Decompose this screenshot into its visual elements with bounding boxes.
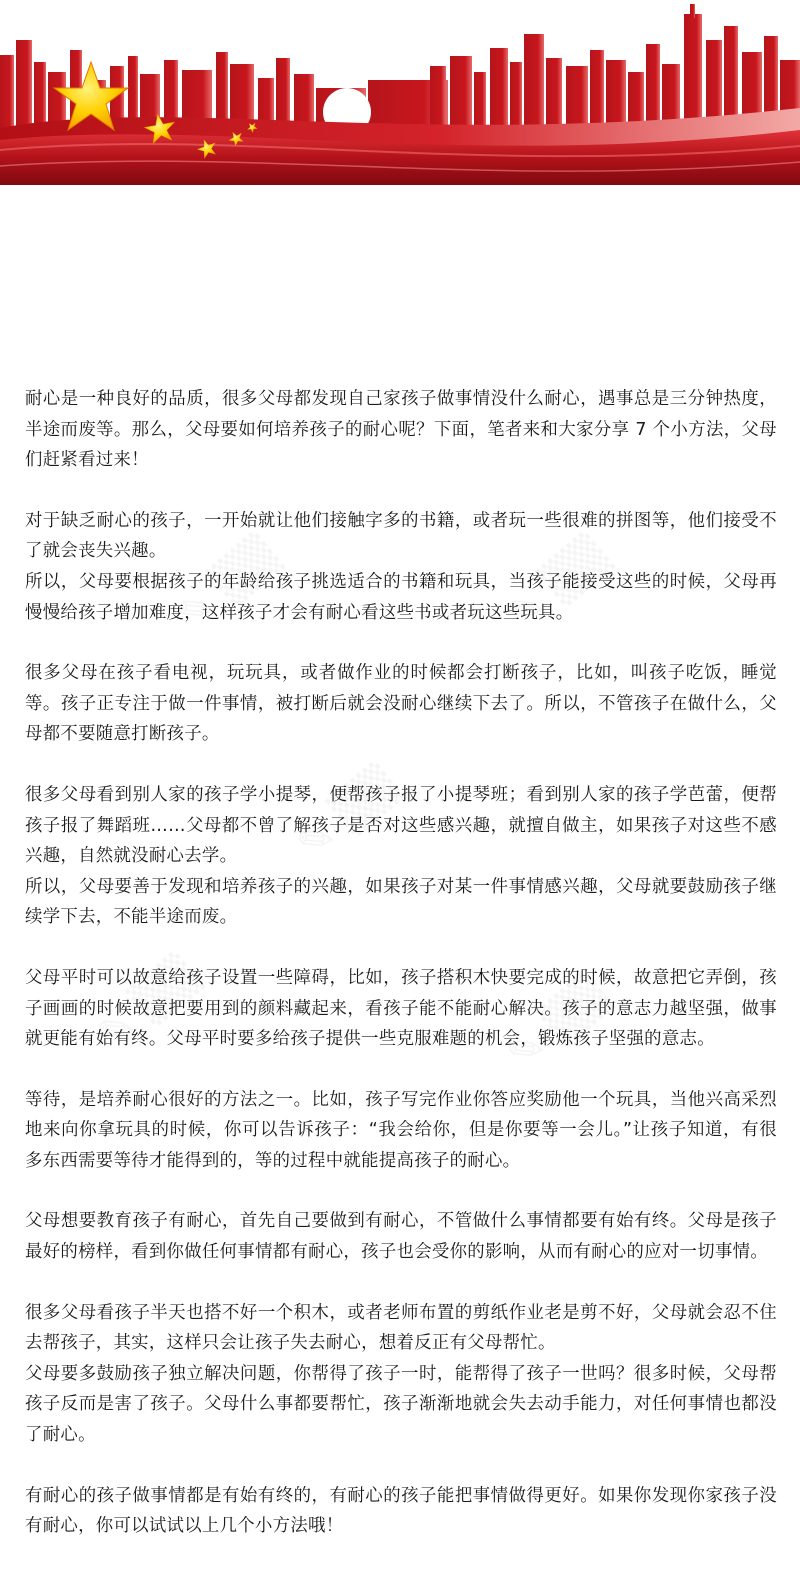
paragraph-method-1: 对于缺乏耐心的孩子，一开始就让他们接触字多的书籍，或者玩一些很难的拼图等，他们接受不了就会丧失兴趣。 所以，父母要根据孩子的年龄给孩子挑选适合的书籍和玩具，当孩子能接受这些的时候，父母再慢慢给孩子增加难度，这样孩子才会有耐心看这些书或者玩这些玩具。 — [25, 510, 777, 623]
paragraph-method-4: 父母平时可以故意给孩子设置一些障碍，比如，孩子搭积木快要完成的时候，故意把它弄倒，孩子画画的时候故意把要用到的颜料藏起来，看孩子能不能耐心解决。孩子的意志力越坚强，做事就更能有始有终。父母平时要多给孩子提供一些克服难题的机会，锻炼孩子坚强的意志。 — [25, 967, 777, 1050]
paragraph-method-3: 很多父母看到别人家的孩子学小提琴，便帮孩子报了小提琴班；看到别人家的孩子学芭蕾，便帮孩子报了舞蹈班……父母都不曾了解孩子是否对这些感兴趣，就擅自做主，如果孩子对这些不感兴趣，自然就没耐心去学。 所以，父母要善于发现和培养孩子的兴趣，如果孩子对某一件事情感兴趣，父母就要鼓励孩子继续学下去，不能半途而废。 — [25, 784, 777, 928]
watermark-icon: ✎ ▒▒ — [497, 529, 616, 640]
watermark-icon: ✎ ▒▒ — [287, 759, 406, 870]
paragraph-method-6: 父母想要教育孩子有耐心，首先自己要做到有耐心，不管做什么事情都要有始有终。父母是孩子最好的榜样，看到你做任何事情都有耐心，孩子也会受你的影响，从而有耐心的应对一切事情。 — [25, 1211, 777, 1263]
paragraph-conclusion: 有耐心的孩子做事情都是有始有终的，有耐心的孩子能把事情做得更好。如果你发现你家孩子没有耐心，你可以试试以上几个小方法哦！ — [25, 1485, 777, 1537]
watermark-icon: ✎ ▒▒ — [497, 969, 616, 1080]
paragraph-method-2: 很多父母在孩子看电视，玩玩具，或者做作业的时候都会打断孩子，比如，叫孩子吃饭，睡觉等。孩子正专注于做一件事情，被打断后就会没耐心继续下去了。所以，不管孩子在做什么，父母都不要随意打断孩子。 — [25, 663, 777, 745]
paragraph-intro: 耐心是一种良好的品质，很多父母都发现自己家孩子做事情没什么耐心，遇事总是三分钟热度，半途而废等。那么，父母要如何培养孩子的耐心呢？下面，笔者来和大家分享 7 个小方法，父母们赶紧看过来！ — [25, 389, 777, 471]
watermark-icon: ✎ ▒▒ — [87, 949, 206, 1060]
skyline-buildings — [0, 4, 800, 135]
header-banner — [0, 0, 800, 185]
paragraph-method-5: 等待，是培养耐心很好的方法之一。比如，孩子写完作业你答应奖励他一个玩具，当他兴高采烈地来向你拿玩具的时候，你可以告诉孩子：“我会给你，但是你要等一会儿。”让孩子知道，有很多东西需要等待才能得到的，等的过程中就能提高孩子的耐心。 — [25, 1089, 777, 1171]
watermark-icon: ✎ ▒▒ — [167, 529, 286, 640]
paragraph-method-7: 很多父母看孩子半天也搭不好一个积木，或者老师布置的剪纸作业老是剪不好，父母就会忍不住去帮孩子，其实，这样只会让孩子失去耐心，想着反正有父母帮忙。 父母要多鼓励孩子独立解决问题，你帮得了孩子一时，能帮得了孩子一世吗？很多时候，父母帮孩子反而是害了孩子。父母什么事都要帮忙，孩子渐渐地就会失去动手能力，对任何事情也都没了耐心。 — [25, 1302, 777, 1446]
city-skyline-banner-icon — [0, 0, 800, 185]
article-body — [25, 384, 777, 1542]
